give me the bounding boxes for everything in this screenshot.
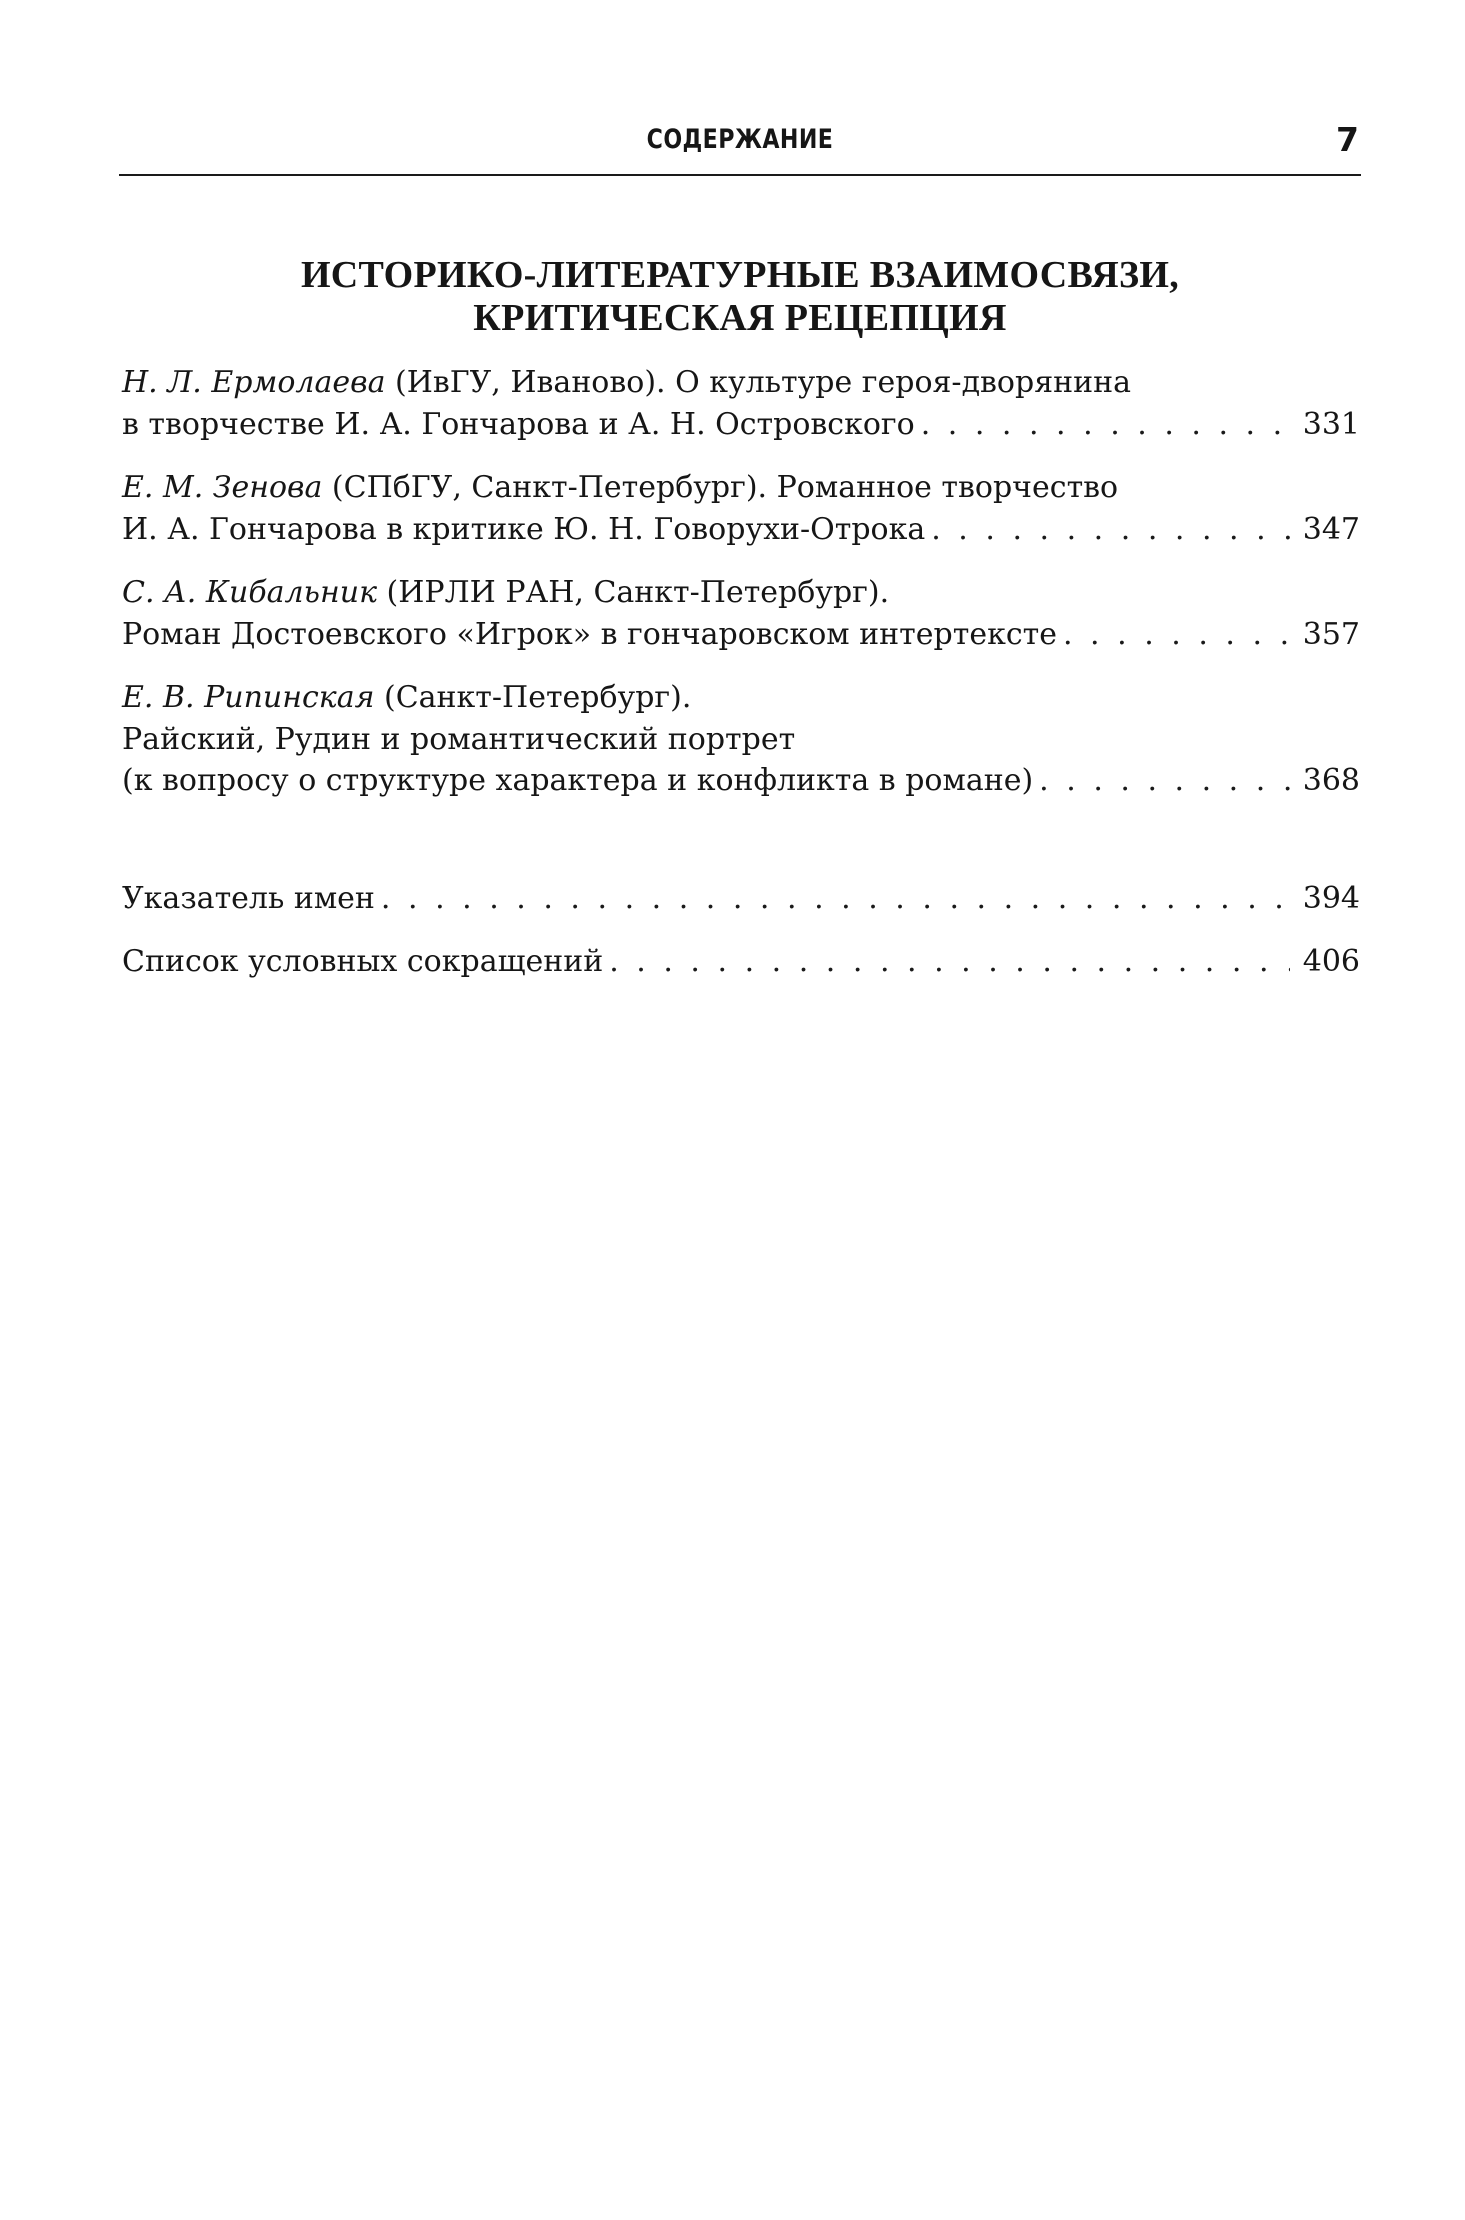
toc-entry-first-line bbox=[122, 572, 1360, 614]
index-entry-page: 394 bbox=[1302, 881, 1360, 916]
section-heading-line-2: КРИТИЧЕСКАЯ РЕЦЕПЦИЯ bbox=[473, 297, 1007, 339]
dot-leader bbox=[925, 509, 1290, 551]
section-heading-line-1: ИСТОРИКО-ЛИТЕРАТУРНЫЕ ВЗАИМОСВЯЗИ, bbox=[300, 254, 1180, 296]
toc-entry-first-line bbox=[122, 677, 1360, 719]
toc-entry-page: 368 bbox=[1302, 763, 1360, 798]
running-head bbox=[119, 118, 1361, 176]
toc-entry[interactable] bbox=[122, 362, 1360, 445]
toc-entry-last-line bbox=[122, 614, 1360, 656]
dot-leader bbox=[1033, 760, 1290, 802]
toc-entry-page: 347 bbox=[1302, 511, 1360, 547]
toc-entry-affiliation-title: (ИвГУ, Иваново). О культуре героя-дворянина bbox=[385, 365, 1131, 400]
toc-entry-last-line bbox=[122, 404, 1360, 446]
toc-entry-last-line bbox=[122, 760, 1360, 802]
running-head-title: СОДЕРЖАНИЕ bbox=[646, 124, 834, 155]
index-entry-page: 406 bbox=[1302, 943, 1360, 979]
dot-leader bbox=[915, 404, 1290, 446]
toc-entry-title-line: Райский, Рудин и романтический портрет bbox=[122, 721, 796, 757]
index-list bbox=[122, 878, 1360, 982]
section-heading bbox=[119, 254, 1361, 340]
toc-entry-page: 357 bbox=[1302, 616, 1360, 652]
toc-entry-title: (к вопросу о структуре характера и конфликта в романе) bbox=[122, 763, 1034, 798]
dot-leader bbox=[1057, 614, 1290, 656]
page-number: 7 bbox=[1336, 120, 1359, 159]
dot-leader bbox=[603, 941, 1290, 983]
toc-entry-affiliation-title: (Санкт-Петербург). bbox=[374, 680, 692, 715]
toc-entry-author: Е. М. Зенова bbox=[122, 470, 323, 505]
toc-entry[interactable] bbox=[122, 677, 1360, 802]
toc-entry-title: в творчестве И. А. Гончарова и А. Н. Островского bbox=[122, 406, 915, 442]
toc-entry-page: 331 bbox=[1302, 406, 1360, 442]
toc-entry-author: С. А. Кибальник bbox=[122, 575, 377, 610]
toc-entry-affiliation-title: (ИРЛИ РАН, Санкт-Петербург). bbox=[377, 575, 890, 610]
index-entry[interactable] bbox=[122, 941, 1360, 983]
toc-entry-first-line bbox=[122, 362, 1360, 404]
toc-list bbox=[122, 362, 1360, 802]
toc-entry-title: И. А. Гончарова в критике Ю. Н. Говорухи-Отрока bbox=[122, 511, 926, 547]
index-entry-line bbox=[122, 941, 1360, 983]
toc-entry-affiliation-title: (СПбГУ, Санкт-Петербург). Романное творчество bbox=[322, 470, 1119, 505]
dot-leader bbox=[375, 878, 1290, 920]
index-entry-line bbox=[122, 878, 1360, 920]
toc-entry-title: Роман Достоевского «Игрок» в гончаровском интертексте bbox=[122, 616, 1057, 652]
toc-entry[interactable] bbox=[122, 572, 1360, 655]
toc-entry-first-line bbox=[122, 467, 1360, 509]
index-entry-label: Список условных сокращений bbox=[122, 943, 604, 979]
index-entry-label: Указатель имен bbox=[122, 881, 375, 916]
toc-entry[interactable] bbox=[122, 467, 1360, 550]
toc-entry-author: Е. В. Рипинская bbox=[122, 680, 375, 715]
index-entry[interactable] bbox=[122, 878, 1360, 920]
toc-entry-last-line bbox=[122, 509, 1360, 551]
toc-entry-author: Н. Л. Ермолаева bbox=[122, 365, 386, 400]
